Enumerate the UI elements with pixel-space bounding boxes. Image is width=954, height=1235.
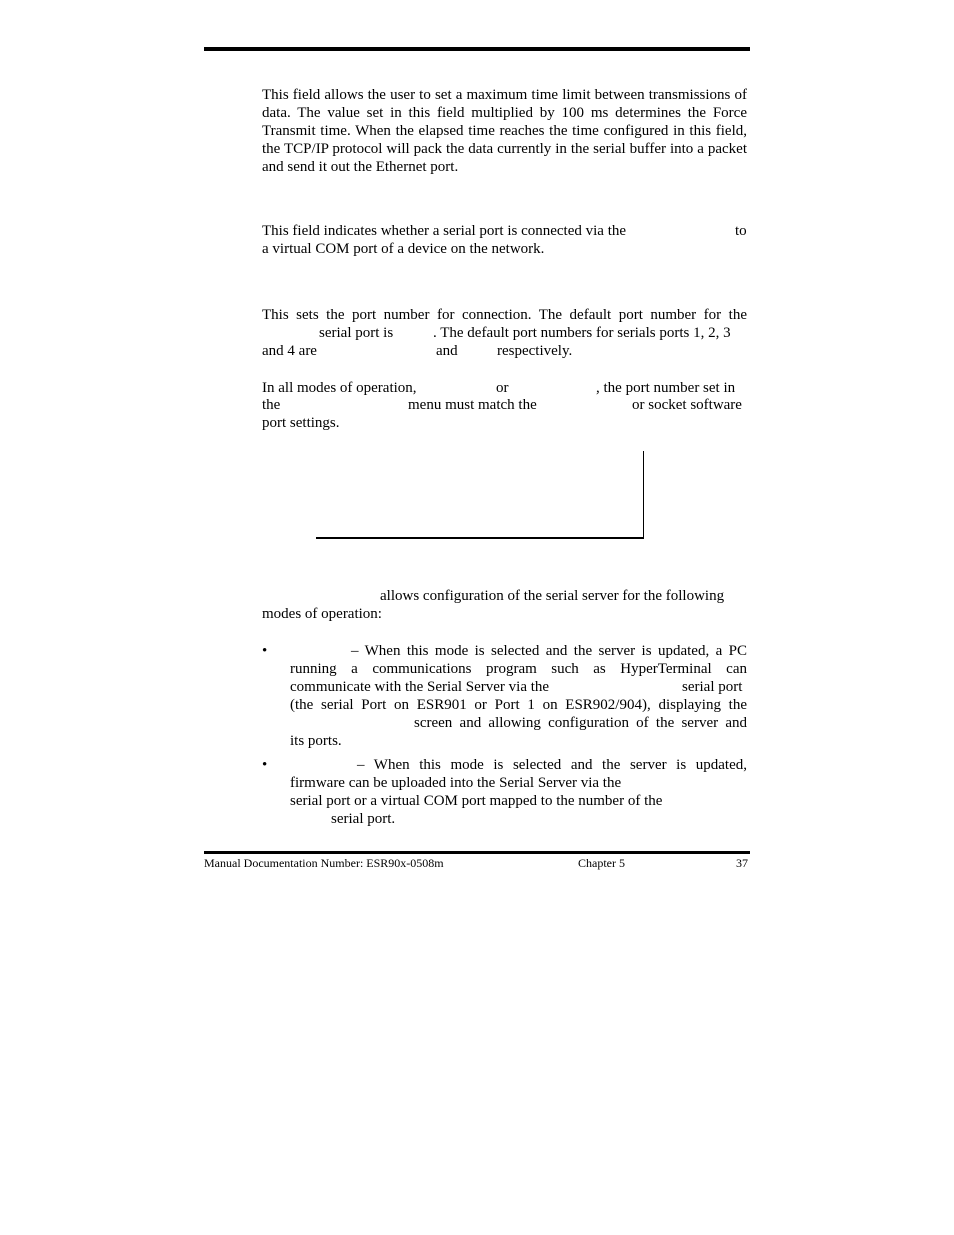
virtual-com-line-1: This field indicates whether a serial port is connected via the	[262, 223, 627, 239]
force-transmit-description: This field allows the user to set a maximum time limit between transmissions of data. The value set in this field multiplied by 100 ms determines the Force Transmit time. When the elapsed time reaches the time configured in this field, the TCP/IP protocol will pack the data currently in the serial buffer into a packet and send it out the Ethernet port.	[262, 87, 747, 175]
port-note-line-3: port settings.	[262, 415, 340, 431]
bullet-1-line-2: running a communications program such as HyperTerminal can	[290, 661, 747, 677]
port-number-line-3a: and 4 are	[262, 343, 317, 359]
port-number-line-2a: serial port is	[319, 325, 394, 341]
header-rule	[204, 47, 750, 51]
port-number-line-3c: respectively.	[497, 343, 573, 359]
bullet-2-line-2: firmware can be uploaded into the Serial Server via the	[290, 775, 622, 791]
port-note-line-1c: , the port number set in	[596, 380, 736, 396]
figure-frame-right	[643, 451, 644, 538]
virtual-com-line-1-end: to	[735, 223, 747, 239]
modes-intro-line-1: allows configuration of the serial server for the following	[380, 588, 725, 604]
footer-page-number: 37	[736, 856, 748, 870]
bullet-1-line-3a: communicate with the Serial Server via the	[290, 679, 550, 695]
port-number-line-2b: . The default port numbers for serials ports 1, 2, 3	[433, 325, 731, 341]
port-number-line-3b: and	[436, 343, 458, 359]
port-number-line-1: This sets the port number for connection. The default port number for the	[262, 307, 747, 323]
bullet-1-line-4: (the serial Port on ESR901 or Port 1 on ESR902/904), displaying the	[290, 697, 747, 713]
port-note-line-2a: the	[262, 397, 281, 413]
footer-doc-number: Manual Documentation Number: ESR90x-0508m	[204, 856, 444, 870]
port-note-line-2b: menu must match the	[408, 397, 537, 413]
bullet-2-marker: •	[262, 757, 268, 773]
bullet-1-line-5: screen and allowing configuration of the server and	[414, 715, 747, 731]
virtual-com-line-2: a virtual COM port of a device on the network.	[262, 241, 545, 257]
bullet-1-marker: •	[262, 643, 268, 659]
footer-rule	[204, 851, 750, 854]
bullet-1-line-3b: serial port	[682, 679, 743, 695]
port-note-line-1b: or	[496, 380, 509, 396]
port-note-line-2c: or socket software	[632, 397, 742, 413]
bullet-1-line-6: its ports.	[290, 733, 342, 749]
bullet-1-line-1: – When this mode is selected and the server is updated, a PC	[351, 643, 747, 659]
bullet-2-line-3: serial port or a virtual COM port mapped to the number of the	[290, 793, 663, 809]
port-note-line-1a: In all modes of operation,	[262, 380, 417, 396]
figure-frame-bottom	[316, 537, 644, 539]
modes-intro-line-2: modes of operation:	[262, 606, 382, 622]
bullet-2-line-1: – When this mode is selected and the server is updated,	[357, 757, 747, 773]
bullet-2-line-4: serial port.	[331, 811, 396, 827]
footer-chapter: Chapter 5	[578, 856, 625, 870]
